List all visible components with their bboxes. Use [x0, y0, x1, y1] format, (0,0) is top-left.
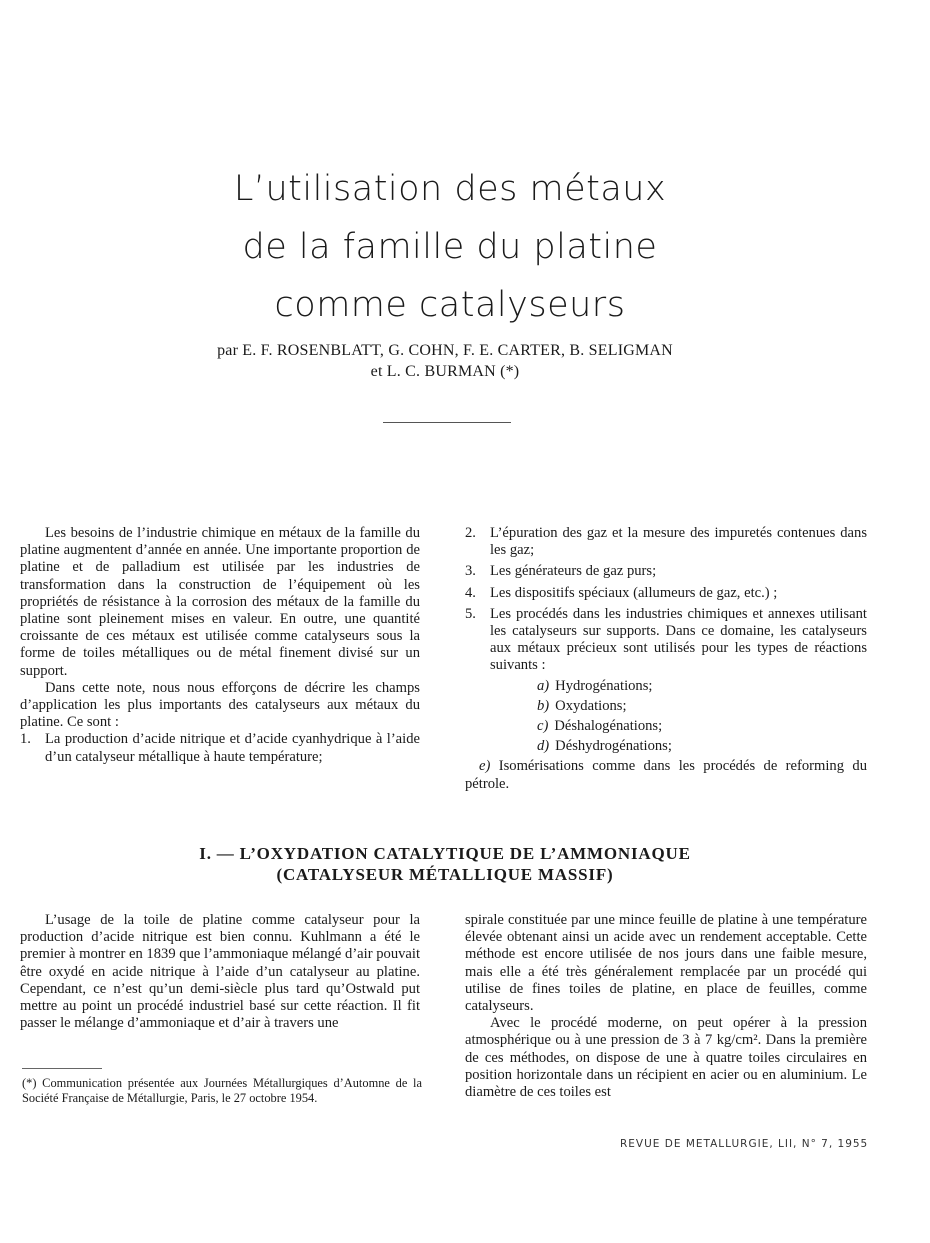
intro-right-column [465, 525, 867, 793]
item-number: 2. [465, 525, 476, 541]
item-number: 4. [465, 584, 476, 601]
intro-paragraph-2: Dans cette note, nous nous efforçons de décrire les champs d’application les plus importants des catalyseurs aux métaux du platine. Ce sont : [20, 679, 420, 731]
body-paragraph-1: L’usage de la toile de platine comme catalyseur pour la production d’acide nitrique est bien connu. Kuhlmann a été le premier à montrer en 1839 que l’ammoniaque mélangé d’air pouvait être oxydé en acide nitrique à l’aide d’un catalyseur au platine. Cependant, ce n’est qu’un demi-siècle plus tard qu’Ostwald put mettre au point un procédé industriel basé sur cette réaction. Il fit passer le mélange d’ammoniaque et d’air à travers une [20, 912, 420, 1032]
footnote-separator [22, 1068, 102, 1069]
reaction-item-d: d) Déshydrogénations; [537, 738, 672, 755]
title-line-1: L’utilisation des métaux [233, 169, 667, 209]
item-text: Les générateurs de gaz purs; [490, 563, 657, 580]
running-footer: REVUE DE METALLURGIE, LII, N° 7, 1955 [620, 1138, 869, 1150]
intro-left-column [20, 525, 420, 766]
application-item-5 [465, 606, 867, 675]
item-text: Les dispositifs spéciaux (allumeurs de gaz, etc.) ; [490, 584, 778, 601]
section-heading [0, 843, 890, 885]
body-left-column [20, 912, 420, 1032]
section-heading-line-1: I. — L’OXYDATION CATALYTIQUE DE L’AMMONIAQUE [199, 844, 691, 863]
item-text: La production d’acide nitrique et d’acide cyanhydrique à l’aide d’un catalyseur métallique à haute température; [45, 731, 420, 765]
reaction-item-e: e) Isomérisations comme dans les procédés de reforming du pétrole. [465, 758, 867, 792]
reaction-item-a: a) Hydrogénations; [537, 677, 653, 694]
footnote: (*) Communication présentée aux Journées Métallurgiques d’Automne de la Société Française de Métallurgie, Paris, le 27 octobre 1954. [22, 1076, 422, 1105]
section-heading-line-2: (CATALYSEUR MÉTALLIQUE MASSIF) [276, 865, 614, 884]
item-text: Les procédés dans les industries chimiques et annexes utilisant les catalyseurs sur supports. Dans ce domaine, les catalyseurs aux métaux précieux sont utilisés pour les types de réactions suivants : [490, 605, 867, 674]
reaction-types-list [537, 678, 867, 756]
authors-line-1: par E. F. ROSENBLATT, G. COHN, F. E. CARTER, B. SELIGMAN [217, 342, 673, 359]
reaction-item-c: c) Déshalogénations; [537, 718, 663, 735]
application-item-2 [465, 525, 867, 559]
intro-paragraph-1: Les besoins de l’industrie chimique en métaux de la famille du platine augmentent d’année en année. Une importante proportion de platine et de palladium est utilisée par les industries de transformation dans la construction de l’équipement où les propriétés de résistance à la corrosion des métaux de la famille du platine sont pleinement mises en valeur. En outre, une quantité croissante de ces métaux est utilisée comme catalyseurs sous la forme de toiles métalliques ou de métal finement divisé sur un support. [20, 525, 420, 679]
article-title [0, 160, 900, 334]
body-paragraph-2: Avec le procédé moderne, on peut opérer à la pression atmosphérique ou à une pression de 3 à 7 kg/cm². Dans la première de ces méthodes, on dispose de une à quatre toiles circulaires en position horizontale dans un récipient en acier ou en aluminium. Le diamètre de ces toiles est [465, 1015, 867, 1101]
body-right-column [465, 912, 867, 1101]
reaction-item-b: b) Oxydations; [537, 697, 627, 714]
title-divider [383, 422, 511, 423]
application-item-1 [20, 731, 420, 765]
item-number: 1. [20, 731, 31, 748]
title-line-2: de la famille du platine [242, 227, 658, 267]
body-paragraph-1-continued: spirale constituée par une mince feuille de platine à une température élevée obtenant ainsi un acide avec un rendement acceptable. Cette méthode est encore utilisée de nos jours dans une faible mesure, mais elle a été très généralement remplacée par un procédé qui utilise de fines toiles de platine, en place de feuilles, comme catalyseurs. [465, 912, 867, 1015]
application-item-4 [465, 585, 867, 602]
author-byline [0, 340, 890, 382]
item-number: 5. [465, 605, 476, 622]
item-number: 3. [465, 563, 476, 580]
authors-line-2: et L. C. BURMAN (*) [370, 363, 520, 380]
title-line-3: comme catalyseurs [274, 285, 626, 325]
application-item-3 [465, 563, 867, 580]
item-text: L’épuration des gaz et la mesure des impuretés contenues dans les gaz; [490, 525, 867, 559]
